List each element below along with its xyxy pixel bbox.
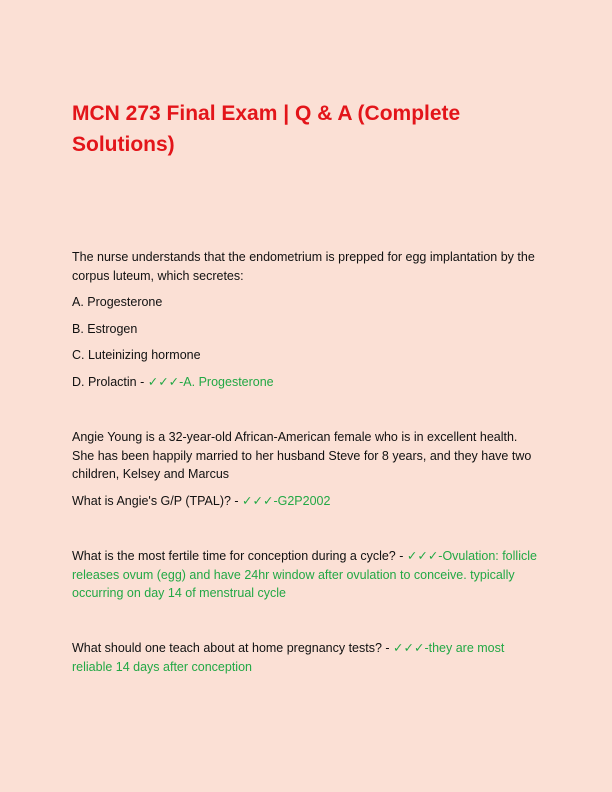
document-title: MCN 273 Final Exam | Q & A (Complete Solutions) bbox=[72, 102, 461, 156]
question-1-option-d-text: D. Prolactin - bbox=[72, 374, 148, 389]
question-3-line bbox=[72, 547, 542, 603]
question-1-option-c: C. Luteinizing hormone bbox=[72, 348, 201, 362]
question-3 bbox=[72, 547, 542, 603]
question-3-answer: ✓✓✓-Ovulation: follicle releases ovum (egg) and have 24hr window after ovulation to conceive. typically occurring on day 14 of menstrual cycle bbox=[72, 549, 537, 600]
question-1-option-d bbox=[72, 373, 542, 392]
question-1-option-a: A. Progesterone bbox=[72, 295, 163, 309]
question-2-answer: ✓✓✓-G2P2002 bbox=[242, 493, 331, 508]
question-3-text: What is the most fertile time for conception during a cycle? - bbox=[72, 549, 407, 563]
question-2 bbox=[72, 428, 542, 510]
question-2-text: What is Angie's G/P (TPAL)? - bbox=[72, 493, 243, 508]
question-1 bbox=[72, 248, 542, 391]
question-1-option-b: B. Estrogen bbox=[72, 321, 138, 336]
question-1-answer: ✓✓✓-A. Progesterone bbox=[147, 374, 274, 389]
question-4-text: What should one teach about at home pregnancy tests? - bbox=[72, 641, 394, 655]
question-4 bbox=[72, 639, 542, 676]
question-2-stem: Angie Young is a 32-year-old African-American female who is in excellent health. She has been happily married to her husband Steve for 8 years, and they have two children, Kelsey and Marcus bbox=[72, 430, 532, 481]
document-page bbox=[72, 98, 542, 674]
question-1-stem: The nurse understands that the endometrium is prepped for egg implantation by the corpus luteum, which secretes: bbox=[72, 250, 535, 283]
question-4-answer: ✓✓✓-they are most reliable 14 days after conception bbox=[72, 641, 505, 674]
question-4-line bbox=[72, 639, 542, 676]
question-2-line bbox=[72, 492, 542, 511]
